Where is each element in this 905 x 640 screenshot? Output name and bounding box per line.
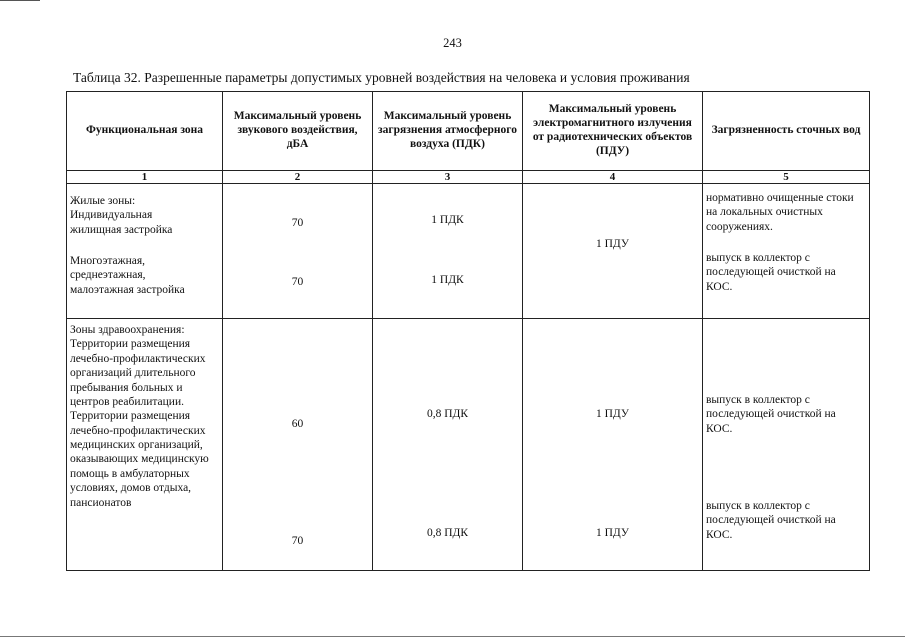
table-row-healthcare bbox=[67, 319, 870, 571]
table-column-number-row bbox=[67, 171, 870, 184]
header-wastewater: Загрязненность сточных вод bbox=[703, 92, 870, 171]
page-corner-mark bbox=[0, 0, 40, 1]
wastewater-cell bbox=[703, 319, 870, 571]
noise-value: 60 bbox=[291, 418, 304, 430]
wastewater-text: выпуск в коллектор с последующей очисткой на КОС. bbox=[706, 252, 836, 293]
header-noise-level: Максимальный уровень звукового воздействия, дБА bbox=[223, 92, 373, 171]
wastewater-text: выпуск в коллектор с последующей очисткой на КОС. bbox=[706, 500, 836, 541]
air-value: 1 ПДК bbox=[431, 214, 464, 226]
air-cell bbox=[373, 184, 523, 319]
column-number: 2 bbox=[223, 171, 373, 184]
air-value: 0,8 ПДК bbox=[426, 527, 469, 539]
zone-text: Зоны здравоохранения: Территории размещения лечебно-профилактических организаций длительного пребывания больных и центров реабилитации. Территории размещения лечебно-профилактических медицинских организаций, оказывающих медицинскую помощь в амбулаторных условиях, домов отдыха, пансионатов bbox=[70, 324, 209, 509]
parameters-table bbox=[66, 91, 870, 571]
header-emi-level: Максимальный уровень электромагнитного излучения от радиотехнических объектов (ПДУ) bbox=[523, 92, 703, 171]
table-row-residential bbox=[67, 184, 870, 319]
zone-cell bbox=[67, 184, 223, 319]
emi-cell bbox=[523, 319, 703, 571]
wastewater-cell bbox=[703, 184, 870, 319]
emi-value: 1 ПДУ bbox=[595, 408, 630, 420]
header-air-pollution: Максимальный уровень загрязнения атмосферного воздуха (ПДК) bbox=[373, 92, 523, 171]
column-number: 3 bbox=[373, 171, 523, 184]
noise-value: 70 bbox=[291, 276, 304, 288]
noise-value: 70 bbox=[291, 217, 304, 229]
air-cell bbox=[373, 319, 523, 571]
noise-value: 70 bbox=[291, 535, 304, 547]
air-value: 0,8 ПДК bbox=[426, 408, 469, 420]
emi-value: 1 ПДУ bbox=[595, 238, 630, 250]
noise-cell bbox=[223, 184, 373, 319]
zone-text: Многоэтажная, среднеэтажная, малоэтажная застройка bbox=[70, 255, 185, 296]
header-functional-zone: Функциональная зона bbox=[67, 92, 223, 171]
page-bottom-rule bbox=[0, 636, 905, 637]
noise-cell bbox=[223, 319, 373, 571]
column-number: 5 bbox=[703, 171, 870, 184]
wastewater-text: выпуск в коллектор с последующей очисткой на КОС. bbox=[706, 394, 836, 435]
emi-value: 1 ПДУ bbox=[595, 527, 630, 539]
air-value: 1 ПДК bbox=[431, 274, 464, 286]
page-number: 243 bbox=[443, 36, 462, 50]
table-header-row bbox=[67, 92, 870, 171]
column-number: 1 bbox=[67, 171, 223, 184]
wastewater-text: нормативно очищенные стоки на локальных очистных сооружениях. bbox=[706, 192, 854, 233]
zone-text: Жилые зоны: Индивидуальная жилищная застройка bbox=[70, 195, 173, 236]
column-number: 4 bbox=[523, 171, 703, 184]
emi-cell bbox=[523, 184, 703, 319]
table-caption: Таблица 32. Разрешенные параметры допустимых уровней воздействия на человека и условия проживания bbox=[73, 70, 690, 85]
zone-cell bbox=[67, 319, 223, 571]
